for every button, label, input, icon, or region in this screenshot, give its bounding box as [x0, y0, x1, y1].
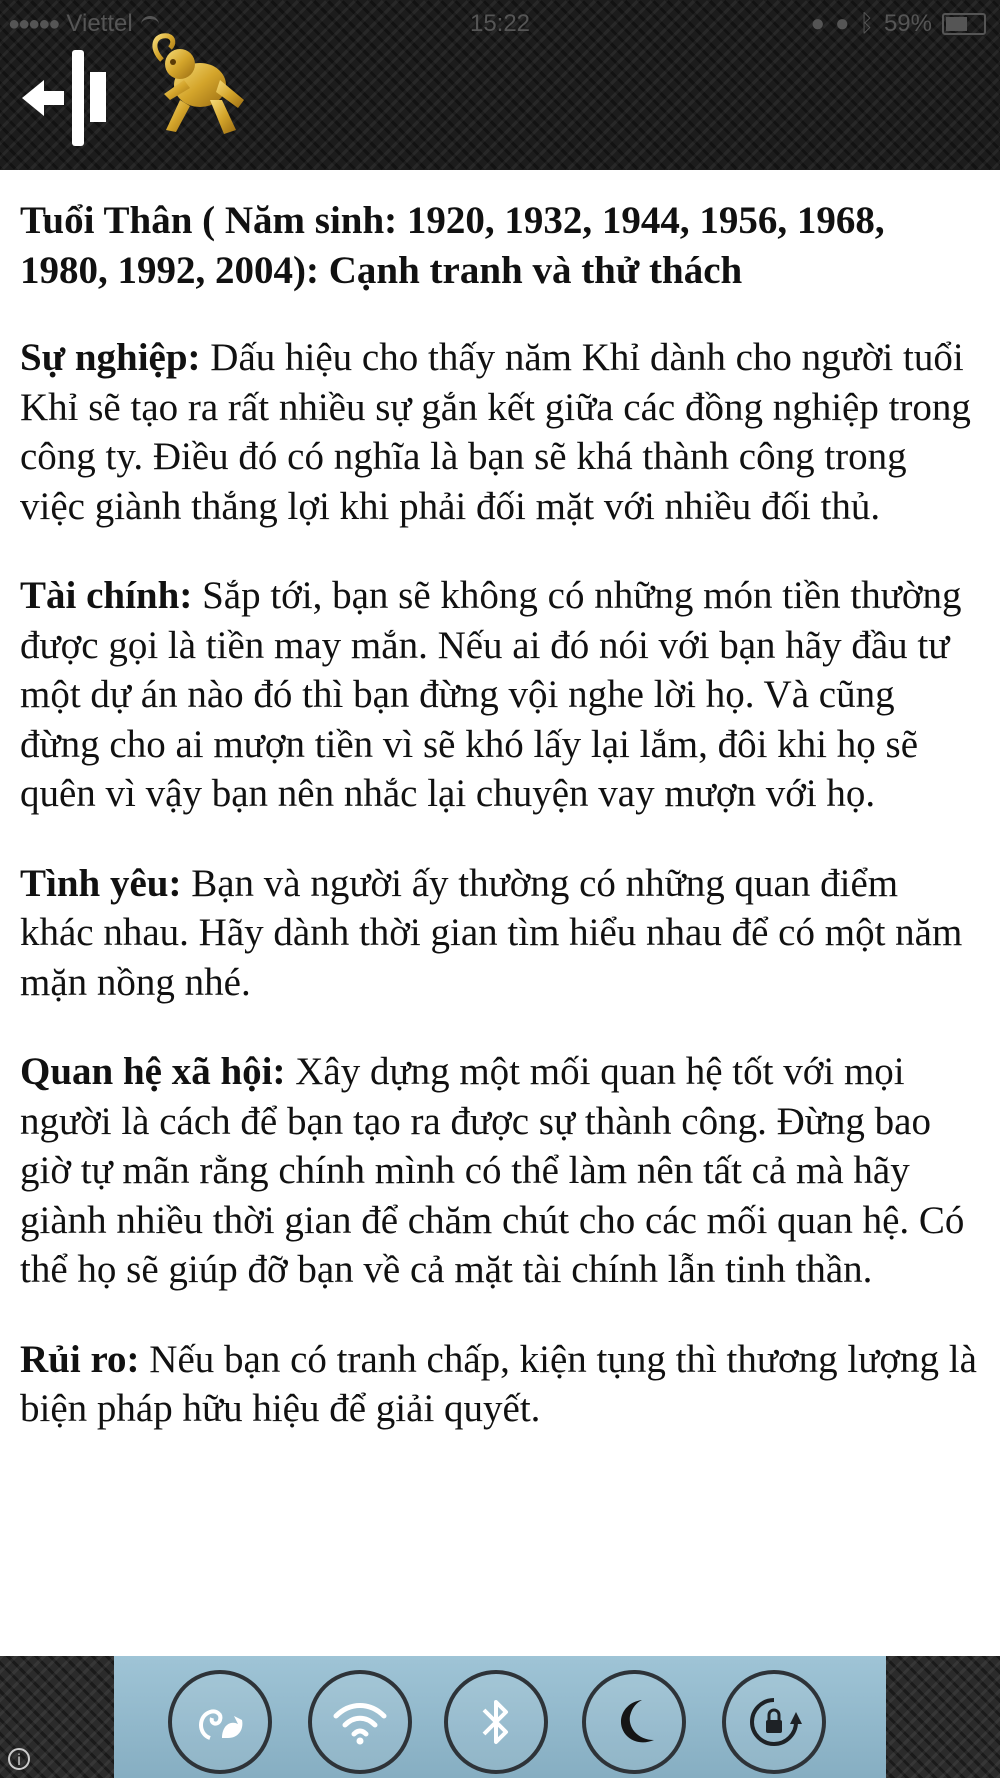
golden-monkey-icon [140, 30, 260, 145]
section-label: Tình yêu: [20, 861, 182, 905]
battery-icon [942, 13, 986, 35]
signal-dots-icon: ●●●●● [8, 12, 59, 35]
battery-fill [946, 17, 967, 31]
wifi-icon [332, 1698, 388, 1746]
section-text: Sắp tới, bạn sẽ không có những món tiền thường được gọi là tiền may mắn. Nếu ai đó nói với bạn hãy đầu tư một dự án nào đó thì bạn đừng vội nghe lời họ. Và cũng đừng cho ai mượn tiền vì sẽ khó lấy lại lắm, đôi khi họ sẽ quên vì vậy bạn nên nhắc lại chuyện vay mượn với họ. [20, 574, 962, 815]
bluetooth-button[interactable] [444, 1670, 548, 1774]
section-career [20, 333, 980, 531]
section-label: Quan hệ xã hội: [20, 1050, 286, 1093]
app-header [0, 0, 1000, 170]
status-right [811, 10, 986, 38]
section-label: Rủi ro: [20, 1337, 140, 1381]
back-button[interactable] [22, 50, 122, 146]
bluetooth-icon [476, 1694, 516, 1750]
squirrel-browser-button[interactable] [168, 1670, 272, 1774]
article-content [20, 196, 980, 1474]
back-arrow-icon [22, 50, 122, 146]
rotation-lock-button[interactable] [722, 1670, 826, 1774]
section-label: Tài chính: [20, 574, 193, 617]
section-risk [20, 1335, 980, 1434]
moon-icon [608, 1696, 660, 1748]
section-label: Sự nghiệp: [20, 336, 201, 379]
info-icon[interactable]: i [8, 1748, 30, 1770]
section-text: Dấu hiệu cho thấy năm Khỉ dành cho người tuổi Khỉ sẽ tạo ra rất nhiều sự gắn kết giữa các đồng nghiệp trong công ty. Điều đó có nghĩa là bạn sẽ khá thành công trong việc giành thắng lợi khi phải đối mặt với nhiều đối thủ. [20, 336, 971, 528]
status-time: 15:22 [469, 10, 531, 37]
wifi-button[interactable] [308, 1670, 412, 1774]
section-social [20, 1047, 980, 1295]
article-title: Tuổi Thân ( Năm sinh: 1920, 1932, 1944, 1956, 1968, 1980, 1992, 2004): Cạnh tranh và thử thách [20, 199, 885, 292]
rotation-lock-icon [746, 1694, 802, 1750]
bluetooth-status-icon: ᛒ [859, 10, 874, 37]
carrier-name: Viettel [66, 10, 133, 37]
do-not-disturb-button[interactable] [582, 1670, 686, 1774]
section-finance [20, 571, 980, 819]
section-text: Xây dựng một mối quan hệ tốt với mọi người là cách để bạn tạo ra được sự thành công. Đừng bao giờ tự mãn rằng chính mình có thể làm nên tất cả mà hãy giành nhiều thời gian để chăm chút cho các mối quan hệ. Có thể họ sẽ giúp đỡ bạn về cả mặt tài chính lẫn tinh thần. [20, 1050, 965, 1291]
battery-percent: 59% [883, 10, 932, 37]
squirrel-browser-icon [192, 1694, 248, 1750]
section-love [20, 859, 980, 1008]
section-text: Nếu bạn có tranh chấp, kiện tụng thì thương lượng là biện pháp hữu hiệu để giải quyết. [20, 1337, 977, 1430]
alarm-status-icon: ● [835, 10, 850, 37]
section-text: Bạn và người ấy thường có những quan điểm khác nhau. Hãy dành thời gian tìm hiểu nhau để có một năm mặn nồng nhé. [20, 861, 963, 1004]
lock-status-icon: ● [810, 10, 826, 37]
